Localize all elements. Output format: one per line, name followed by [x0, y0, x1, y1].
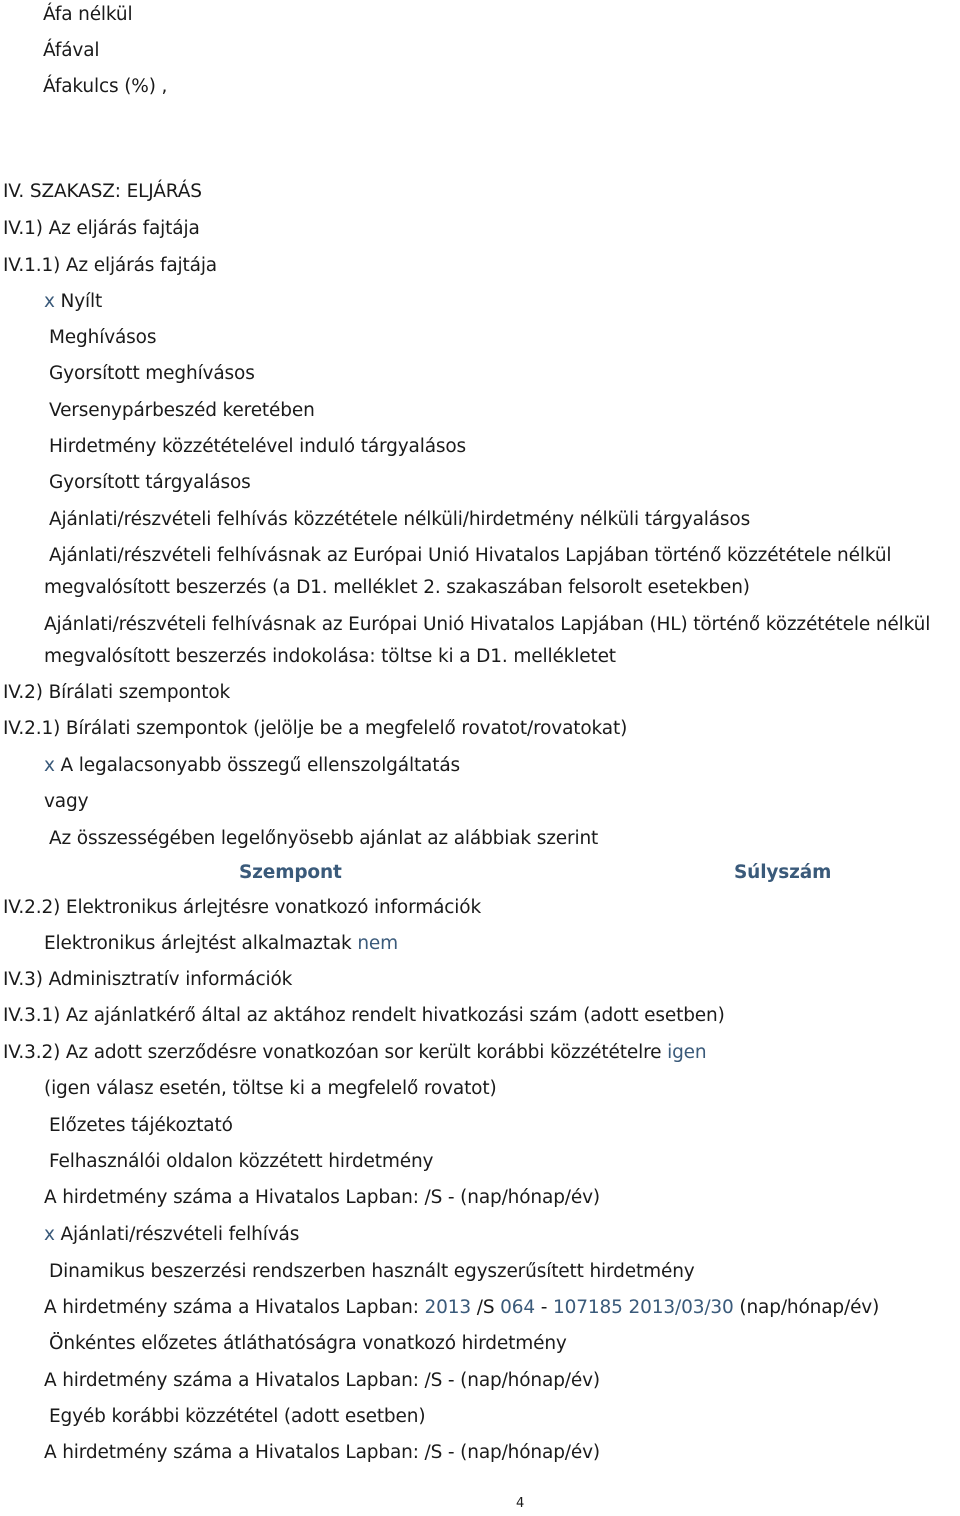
hl-prefix: A hirdetmény száma a Hivatalos Lapban:: [44, 1297, 419, 1318]
afa-nelkul-label: Áfa nélkül: [43, 4, 133, 25]
nyilt-label: Nyílt: [60, 291, 103, 312]
lowest-check-mark: x: [44, 755, 55, 776]
procedure-nyilt: [44, 290, 102, 314]
iv2-heading: IV.2) Bírálati szempontok: [3, 682, 231, 703]
egyeb-kozzetetel: Egyéb korábbi közzététel (adott esetben): [49, 1406, 426, 1427]
procedure-eu-indokolas: Ajánlati/részvételi felhívásnak az Európai Unió Hivatalos Lapjában (HL) történő közzététele nélkül megvalósított beszerzés indokolása: töltse ki a D1. mellékletet: [44, 614, 931, 667]
hl-suffix: (nap/hónap/év): [739, 1297, 880, 1318]
criteria-vagy: vagy: [44, 791, 89, 812]
felhivas-row: [44, 1223, 299, 1247]
procedure-gyorsitott-meghivasos: Gyorsított meghívásos: [49, 363, 255, 384]
hl-date: 2013/03/30: [628, 1297, 734, 1318]
hl-num2: 107185: [553, 1297, 623, 1318]
page-number: 4: [516, 1496, 525, 1511]
elozetes-tajekoztato: Előzetes tájékoztató: [49, 1115, 233, 1136]
hl-number-filled: [44, 1296, 879, 1320]
criteria-lowest: [44, 754, 460, 778]
procedure-hirdetmeny-targyalasos: Hirdetmény közzétételével induló tárgyalásos: [49, 436, 467, 457]
iv32-value: igen: [667, 1042, 707, 1063]
iv32-row: [3, 1041, 706, 1065]
iv21-heading: IV.2.1) Bírálati szempontok (jelölje be a megfelelő rovatot/rovatokat): [3, 718, 628, 739]
arlejtes-value: nem: [357, 933, 398, 954]
hl-number-empty-3: A hirdetmény száma a Hivatalos Lapban: /S - (nap/hónap/év): [44, 1442, 600, 1463]
arlejtes-label: Elektronikus árlejtést alkalmaztak: [44, 933, 352, 954]
iv32-label: IV.3.2) Az adott szerződésre vonatkozóan sor került korábbi közzétételre: [3, 1042, 662, 1063]
column-header-szempont: Szempont: [239, 862, 342, 883]
afakulcs-label: Áfakulcs (%) ,: [43, 76, 168, 97]
afaval-label: Áfával: [43, 40, 100, 61]
hl-s: /S: [476, 1297, 495, 1318]
felhivas-check-mark: x: [44, 1224, 55, 1245]
onkentes-hirdetmeny: Önkéntes előzetes átláthatóságra vonatkozó hirdetmény: [49, 1333, 567, 1354]
igen-note: (igen válasz esetén, töltse ki a megfelelő rovatot): [44, 1078, 497, 1099]
criteria-most-advantageous: Az összességében legelőnyösebb ajánlat az alábbiak szerint: [49, 828, 599, 849]
hl-number-empty-2: A hirdetmény száma a Hivatalos Lapban: /S - (nap/hónap/év): [44, 1370, 600, 1391]
iv22-heading: IV.2.2) Elektronikus árlejtésre vonatkozó információk: [3, 897, 482, 918]
hl-num1: 064: [500, 1297, 536, 1318]
hl-number-empty-1: A hirdetmény száma a Hivatalos Lapban: /S - (nap/hónap/év): [44, 1187, 600, 1208]
section-title: IV. SZAKASZ: ELJÁRÁS: [3, 181, 202, 202]
arlejtes-row: [44, 932, 398, 956]
felhivas-label: Ajánlati/részvételi felhívás: [60, 1224, 300, 1245]
procedure-gyorsitott-targyalasos: Gyorsított tárgyalásos: [49, 472, 251, 493]
iv31-heading: IV.3.1) Az ajánlatkérő által az aktához rendelt hivatkozási szám (adott esetben): [3, 1005, 725, 1026]
procedure-meghivasos: Meghívásos: [49, 327, 157, 348]
dinamikus-hirdetmeny: Dinamikus beszerzési rendszerben használt egyszerűsített hirdetmény: [49, 1261, 695, 1282]
lowest-label: A legalacsonyabb összegű ellenszolgáltatás: [60, 755, 461, 776]
procedure-eu-nelkul: Ajánlati/részvételi felhívásnak az Európai Unió Hivatalos Lapjában történő közzététele nélkül megvalósított beszerzés (a D1. melléklet 2. szakaszában felsorolt esetekben): [44, 545, 892, 598]
iv3-heading: IV.3) Adminisztratív információk: [3, 969, 293, 990]
column-header-sulyszam: Súlyszám: [734, 862, 832, 883]
iv11-heading: IV.1.1) Az eljárás fajtája: [3, 255, 217, 276]
nyilt-check-mark: x: [44, 291, 55, 312]
hl-year: 2013: [424, 1297, 472, 1318]
hl-dash: -: [540, 1297, 548, 1318]
procedure-versenyparbeszed: Versenypárbeszéd keretében: [49, 400, 315, 421]
procedure-nelkuli-targyalasos: Ajánlati/részvételi felhívás közzététele nélküli/hirdetmény nélküli tárgyalásos: [49, 509, 751, 530]
iv1-heading: IV.1) Az eljárás fajtája: [3, 218, 200, 239]
felhasznaloi-hirdetmeny: Felhasználói oldalon közzétett hirdetmény: [49, 1151, 434, 1172]
